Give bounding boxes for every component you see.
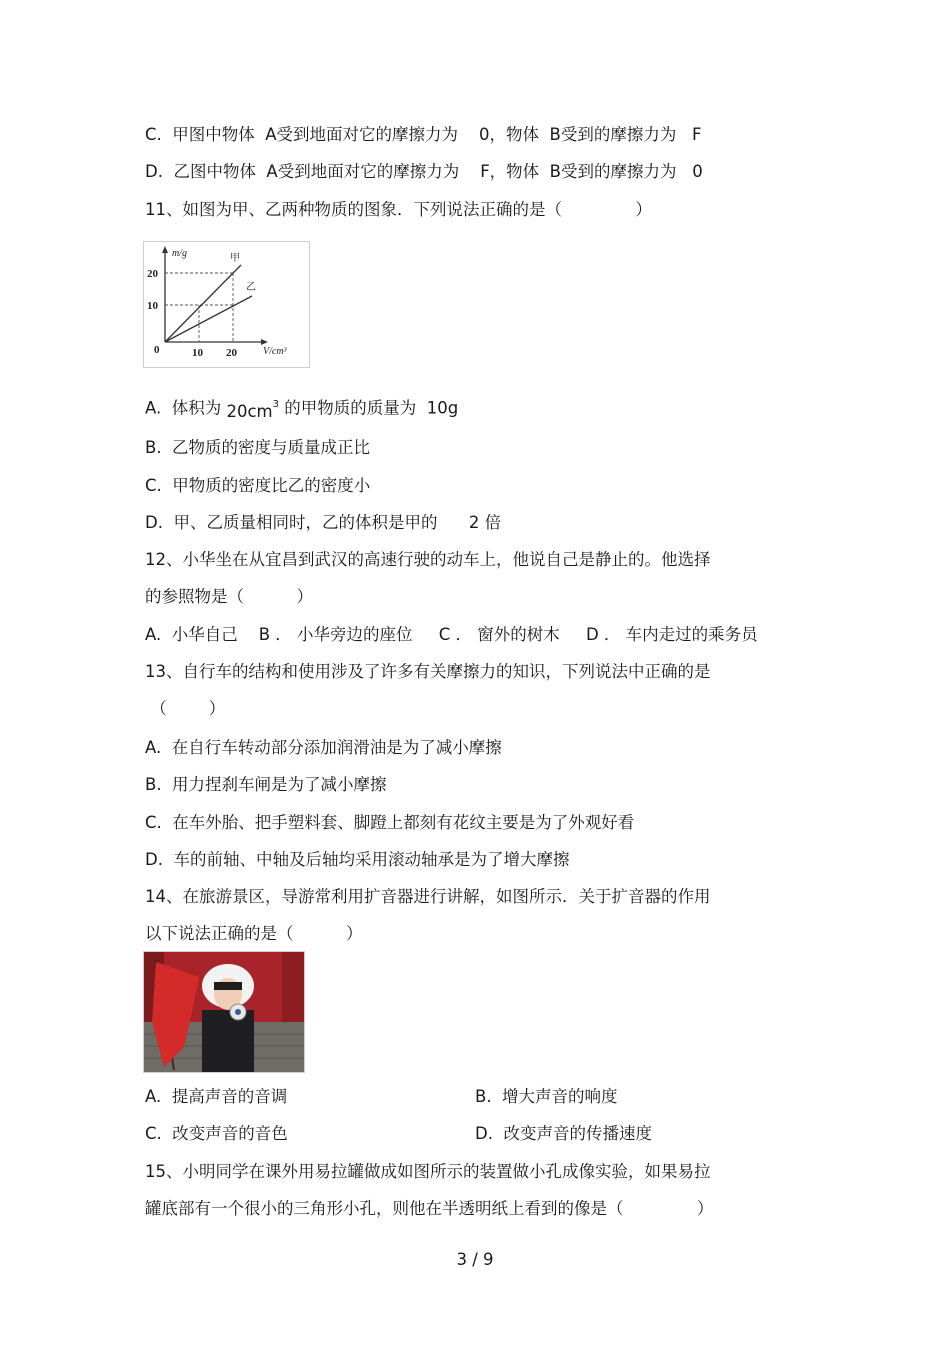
q11a-suffix: 的甲物质的质量为 10g [279, 398, 459, 418]
x-tick-20: 20 [226, 347, 237, 359]
q11-option-d: D. 甲、乙质量相同时，乙的体积是甲的 2 倍 [145, 513, 502, 532]
q14-stem-line1: 14、在旅游景区，导游常利用扩音器进行讲解，如图所示．关于扩音器的作用 [145, 887, 711, 906]
mass-volume-graph [143, 241, 310, 368]
series-jia-label: 甲 [230, 253, 240, 264]
graph-svg [144, 242, 309, 367]
series-jia-line [165, 265, 241, 342]
q11-stem: 11、如图为甲、乙两种物质的图象．下列说法正确的是（ ） [145, 200, 652, 219]
q13-option-d: D. 车的前轴、中轴及后轴均采用滚动轴承是为了增大摩擦 [145, 850, 570, 869]
q12-stem-line1: 12、小华坐在从宜昌到武汉的高速行驶的动车上，他说自己是静止的。他选择 [145, 550, 711, 569]
series-yi-line [165, 296, 252, 342]
y-tick-20: 20 [147, 268, 158, 280]
q13-option-c: C. 在车外胎、把手塑料套、脚蹬上都刻有花纹主要是为了外观好看 [145, 813, 635, 832]
q14-option-c: C. 改变声音的音色 [145, 1124, 288, 1143]
q15-stem-line2: 罐底部有一个很小的三角形小孔，则他在半透明纸上看到的像是（ ） [145, 1199, 714, 1218]
q12-stem-line2: 的参照物是（ ） [145, 587, 313, 606]
q14-stem-line2: 以下说法正确的是（ ） [145, 924, 363, 943]
q10-option-d: D. 乙图中物体 A受到地面对它的摩擦力为 F，物体 B受到的摩擦力为 0 [145, 162, 703, 181]
page-number: 3 / 9 [456, 1250, 494, 1269]
q14-option-b: B. 增大声音的响度 [475, 1087, 618, 1106]
q11-option-a [145, 395, 458, 419]
q15-stem-line1: 15、小明同学在课外用易拉罐做成如图所示的装置做小孔成像实验，如果易拉 [145, 1162, 711, 1181]
q11-option-c: C. 甲物质的密度比乙的密度小 [145, 476, 371, 495]
origin-label: 0 [154, 344, 160, 356]
photo-person-hair [214, 982, 242, 990]
q11a-volume: 20cm [226, 401, 273, 421]
q13-option-b: B. 用力捏刹车闸是为了减小摩擦 [145, 775, 387, 794]
q11-option-b: B. 乙物质的密度与质量成正比 [145, 438, 371, 457]
q12-options: A. 小华自己 B ． 小华旁边的座位 C ． 窗外的树木 D ． 车内走过的乘务员 [145, 625, 758, 644]
series-yi-label: 乙 [246, 282, 256, 293]
q11a-exponent: 3 [272, 399, 279, 410]
q13-option-a: A. 在自行车转动部分添加润滑油是为了减小摩擦 [145, 738, 502, 757]
q10-option-c: C. 甲图中物体 A受到地面对它的摩擦力为 0，物体 B受到的摩擦力为 F [145, 125, 702, 144]
photo-person-body [202, 1010, 254, 1072]
x-tick-10: 10 [192, 347, 203, 359]
q14-option-a: A. 提高声音的音调 [145, 1087, 288, 1106]
y-axis-label: m/g [172, 248, 187, 259]
x-axis-arrow [261, 339, 268, 345]
y-axis-arrow [162, 246, 168, 253]
photo-svg [144, 952, 304, 1072]
y-tick-10: 10 [147, 300, 158, 312]
q13-stem-line2: （ ） [145, 699, 226, 718]
q11a-prefix: A. 体积为 [145, 398, 227, 418]
x-axis-label: V/cm³ [263, 346, 287, 357]
tour-guide-photo [143, 951, 305, 1073]
q14-option-d: D. 改变声音的传播速度 [475, 1124, 652, 1143]
q13-stem-line1: 13、自行车的结构和使用涉及了许多有关摩擦力的知识，下列说法中正确的是 [145, 662, 711, 681]
